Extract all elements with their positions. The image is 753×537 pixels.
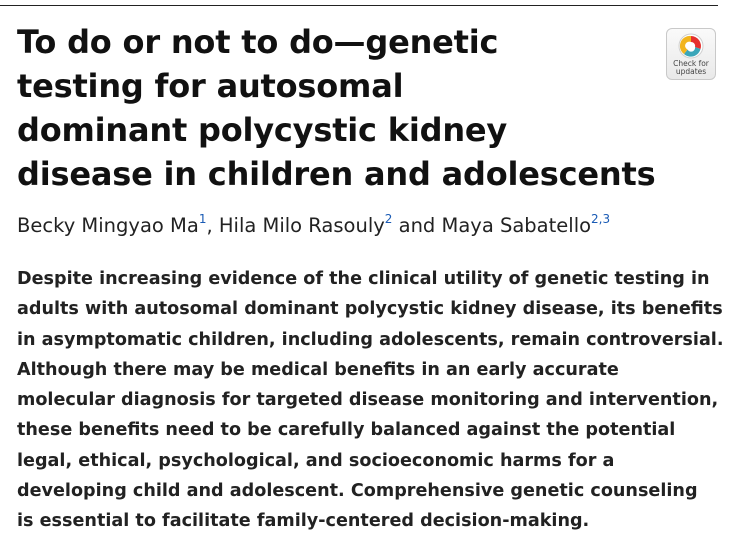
abstract-line: these benefits need to be carefully balanced against the potential [17,420,676,441]
abstract-line: Although there may be medical benefits in an early accurate [17,359,619,380]
badge-label [667,60,715,76]
author-separator: , [206,214,219,237]
abstract-line: developing child and adolescent. Comprehensive genetic counseling [17,481,698,502]
badge-line: updates [675,67,707,76]
crossmark-check-icon [678,33,704,59]
affiliation-marker[interactable]: 2 [384,212,393,226]
affiliation-marker[interactable]: 2,3 [591,212,611,226]
author-list [17,213,610,239]
abstract-line: adults with autosomal dominant polycystic kidney disease, its benefits [17,299,723,320]
abstract-line: in asymptomatic children, including adolescents, remain controversial. [17,329,724,350]
abstract-line: legal, ethical, psychological, and socioeconomic harms for a [17,450,615,471]
author-name: Hila Milo Rasouly [218,214,385,237]
title-line: dominant polycystic kidney [17,111,508,149]
article-title [17,20,657,196]
top-rule [0,5,718,6]
author-name: Maya Sabatello [441,214,592,237]
abstract [17,264,737,537]
badge-line: Check for [673,59,709,68]
title-line: testing for autosomal [17,67,404,105]
title-line: disease in children and adolescents [17,155,656,193]
abstract-line: is essential to facilitate family-centered decision-making. [17,511,590,532]
abstract-line: Despite increasing evidence of the clinical utility of genetic testing in [17,269,710,289]
check-for-updates-button[interactable] [666,28,716,80]
author-name: Becky Mingyao Ma [17,214,199,237]
title-line: To do or not to do—genetic [17,23,499,61]
author-separator: and [392,214,442,237]
affiliation-marker[interactable]: 1 [198,212,207,226]
abstract-line: molecular diagnosis for targeted disease monitoring and intervention, [17,390,719,411]
